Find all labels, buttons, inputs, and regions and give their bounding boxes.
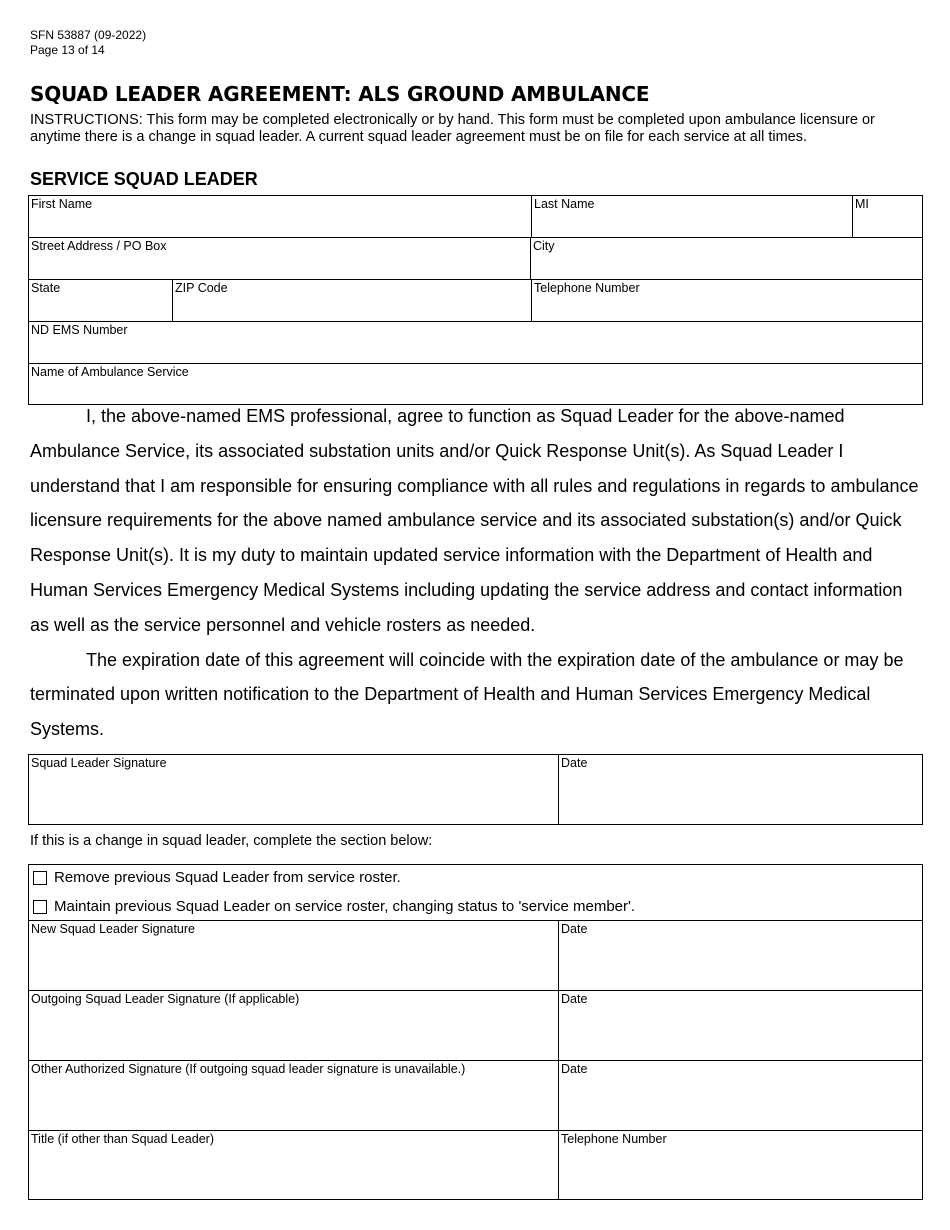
street-label: Street Address / PO Box <box>31 239 167 253</box>
signature-date-field[interactable] <box>558 754 923 825</box>
other-signature-label: Other Authorized Signature (If outgoing squad leader signature is unavailable.) <box>31 1062 466 1076</box>
page-number: Page 13 of 14 <box>30 43 105 57</box>
instructions: INSTRUCTIONS: This form may be completed electronically or by hand. This form must be completed upon ambulance licensure or anytime there is a change in squad leader. A current squad leader agreement must be on file for each service at all times. <box>30 112 875 145</box>
street-input[interactable] <box>31 259 528 277</box>
new-squad-leader-signature-input[interactable] <box>31 970 556 988</box>
outgoing-signature-input[interactable] <box>31 1040 556 1058</box>
last-name-label: Last Name <box>534 197 595 211</box>
new-signature-date-input[interactable] <box>561 970 920 988</box>
city-input[interactable] <box>533 259 920 277</box>
first-name-input[interactable] <box>31 217 529 235</box>
maintain-option[interactable] <box>33 898 635 915</box>
remove-option-label: Remove previous Squad Leader from service roster. <box>54 869 401 886</box>
title-label: Title (if other than Squad Leader) <box>31 1132 214 1146</box>
outgoing-date-field[interactable] <box>558 990 923 1061</box>
other-date-label: Date <box>561 1062 588 1076</box>
zip-field[interactable] <box>172 279 532 322</box>
state-input[interactable] <box>31 301 170 319</box>
first-name-label: First Name <box>31 197 93 211</box>
city-label: City <box>533 239 555 253</box>
roster-options <box>28 864 923 921</box>
squad-leader-signature-field[interactable] <box>28 754 559 825</box>
agreement-text <box>30 399 925 747</box>
squad-leader-signature-input[interactable] <box>31 804 556 822</box>
telephone-label: Telephone Number <box>534 281 640 295</box>
other-signature-input[interactable] <box>31 1110 556 1128</box>
outgoing-signature-label: Outgoing Squad Leader Signature (If applicable) <box>31 992 300 1006</box>
ems-number-label: ND EMS Number <box>31 323 128 337</box>
ems-number-field[interactable] <box>28 321 923 364</box>
signature-date-input[interactable] <box>561 804 920 822</box>
signature-date-label: Date <box>561 756 588 770</box>
state-label: State <box>31 281 61 295</box>
outgoing-date-input[interactable] <box>561 1040 920 1058</box>
telephone-field[interactable] <box>531 279 923 322</box>
outgoing-signature-field[interactable] <box>28 990 559 1061</box>
street-field[interactable] <box>28 237 531 280</box>
new-signature-date-label: Date <box>561 922 588 936</box>
section-title: SERVICE SQUAD LEADER <box>30 169 258 189</box>
other-signature-field[interactable] <box>28 1060 559 1131</box>
first-name-field[interactable] <box>28 195 532 238</box>
change-telephone-field[interactable] <box>558 1130 923 1200</box>
change-telephone-input[interactable] <box>561 1179 920 1197</box>
page-title: SQUAD LEADER AGREEMENT: ALS GROUND AMBULANCE <box>30 82 650 106</box>
title-field[interactable] <box>28 1130 559 1200</box>
remove-checkbox[interactable] <box>33 871 47 885</box>
service-name-label: Name of Ambulance Service <box>31 365 189 379</box>
mi-field[interactable] <box>852 195 923 238</box>
other-date-input[interactable] <box>561 1110 920 1128</box>
outgoing-date-label: Date <box>561 992 588 1006</box>
squad-leader-signature-label: Squad Leader Signature <box>31 756 167 770</box>
mi-input[interactable] <box>855 217 920 235</box>
other-date-field[interactable] <box>558 1060 923 1131</box>
title-input[interactable] <box>31 1179 556 1197</box>
maintain-checkbox[interactable] <box>33 900 47 914</box>
agreement-paragraph-2: The expiration date of this agreement will coincide with the expiration date of the ambulance or may be terminated upon written notification to the Department of Health and Human Services Emergency Medical Systems. <box>30 649 904 740</box>
zip-input[interactable] <box>175 301 529 319</box>
change-telephone-label: Telephone Number <box>561 1132 667 1146</box>
change-note: If this is a change in squad leader, complete the section below: <box>30 833 433 849</box>
city-field[interactable] <box>530 237 923 280</box>
state-field[interactable] <box>28 279 173 322</box>
last-name-field[interactable] <box>531 195 853 238</box>
maintain-option-label: Maintain previous Squad Leader on service roster, changing status to 'service member'. <box>54 898 636 915</box>
ems-number-input[interactable] <box>31 343 920 361</box>
mi-label: MI <box>855 197 869 211</box>
last-name-input[interactable] <box>534 217 850 235</box>
form-id: SFN 53887 (09-2022) <box>30 28 147 42</box>
zip-label: ZIP Code <box>175 281 228 295</box>
new-squad-leader-signature-field[interactable] <box>28 920 559 991</box>
remove-option[interactable] <box>33 869 401 886</box>
new-signature-date-field[interactable] <box>558 920 923 991</box>
telephone-input[interactable] <box>534 301 920 319</box>
agreement-paragraph-1: I, the above-named EMS professional, agree to function as Squad Leader for the above-named Ambulance Service, its associated substation units and/or Quick Response Unit(s). As Squad Leader I understand that I am responsible for ensuring compliance with all rules and regulations in regards to ambulance licensure requirements for the above named ambulance service and its associated substation(s) and/or Quick Response Unit(s). It is my duty to maintain updated service information with the Department of Health and Human Services Emergency Medical Systems including updating the service address and contact information as well as the service personnel and vehicle rosters as needed. <box>30 406 919 635</box>
new-squad-leader-signature-label: New Squad Leader Signature <box>31 922 196 936</box>
